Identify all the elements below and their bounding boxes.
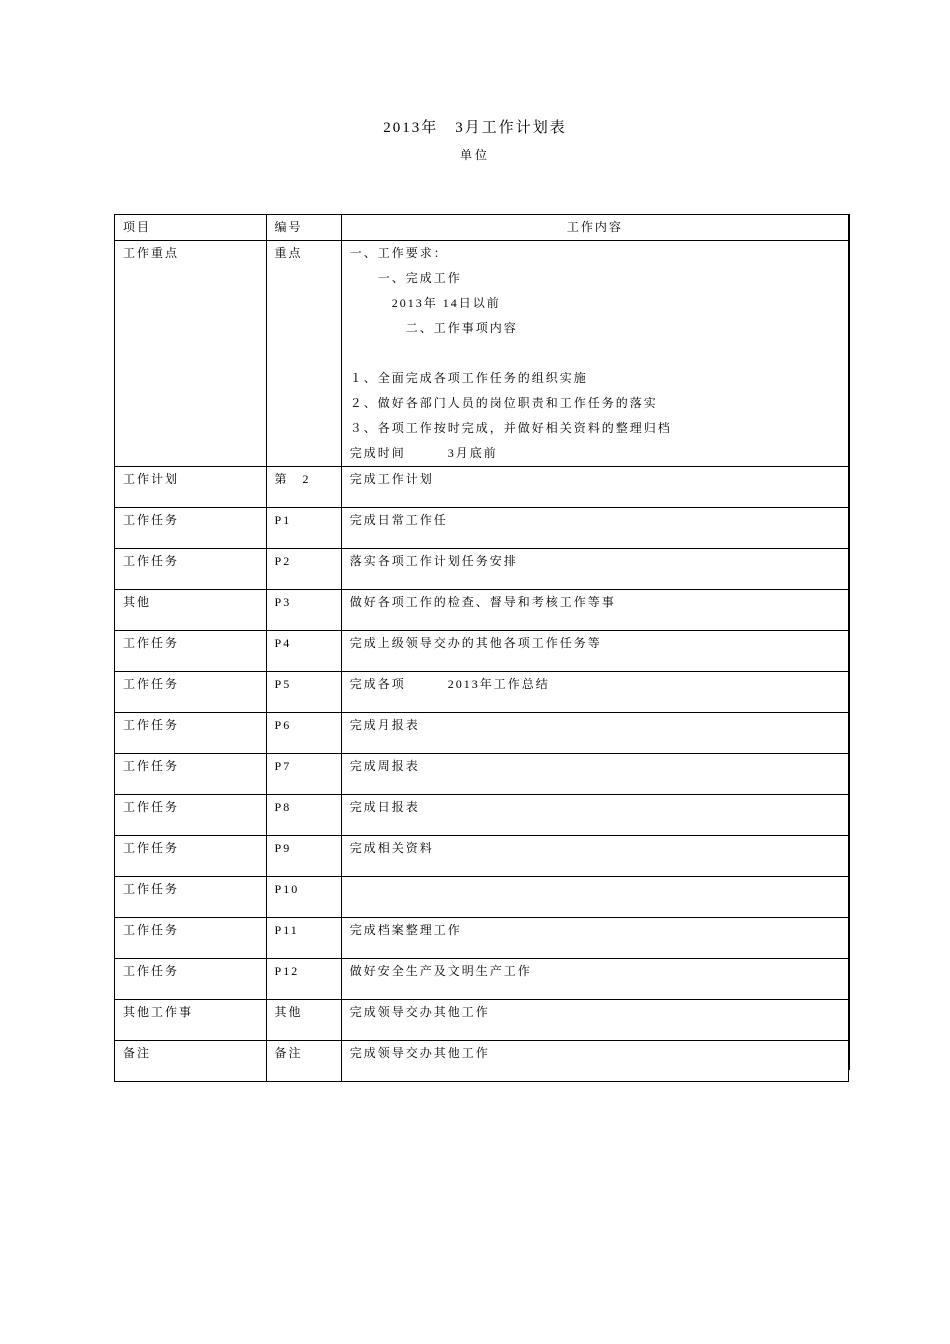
content-line: 完成时间 3月底前 [349, 446, 498, 460]
table-row [115, 918, 849, 959]
work-plan-table [114, 214, 849, 1082]
row-code: P6 [266, 713, 341, 754]
content-line: 一、完成工作 [349, 271, 462, 285]
row-code: 重点 [266, 241, 341, 467]
table-row [115, 1041, 849, 1082]
row-content: 落实各项工作计划任务安排 [341, 549, 848, 590]
table-row [115, 795, 849, 836]
content-line: ２、做好各部门人员的岗位职责和工作任务的落实 [349, 396, 658, 410]
row-content [341, 241, 848, 467]
row-content: 完成月报表 [341, 713, 848, 754]
row-item: 工作计划 [115, 467, 267, 508]
row-item: 工作任务 [115, 508, 267, 549]
content-line: 二、工作事项内容 [349, 321, 518, 335]
row-item: 工作任务 [115, 795, 267, 836]
table-row [115, 590, 849, 631]
row-content: 做好安全生产及文明生产工作 [341, 959, 848, 1000]
row-code: P3 [266, 590, 341, 631]
row-content: 做好各项工作的检查、督导和考核工作等事 [341, 590, 848, 631]
row-code: 第 2 [266, 467, 341, 508]
row-item: 其他工作事 [115, 1000, 267, 1041]
document-title: 2013年 3月工作计划表 [383, 120, 567, 136]
row-content: 完成上级领导交办的其他各项工作任务等 [341, 631, 848, 672]
row-code: P11 [266, 918, 341, 959]
table-right-border [848, 214, 850, 1070]
table-row [115, 241, 849, 467]
table-row [115, 467, 849, 508]
row-item: 备注 [115, 1041, 267, 1082]
document-subtitle: 单位 [459, 148, 490, 162]
row-content: 完成档案整理工作 [341, 918, 848, 959]
table-row [115, 672, 849, 713]
row-content: 完成日报表 [341, 795, 848, 836]
row-code: P12 [266, 959, 341, 1000]
table-row [115, 508, 849, 549]
table-row [115, 631, 849, 672]
row-content: 完成周报表 [341, 754, 848, 795]
row-content: 完成相关资料 [341, 836, 848, 877]
row-content [341, 877, 848, 918]
row-item: 工作任务 [115, 918, 267, 959]
table-row [115, 549, 849, 590]
row-code: P8 [266, 795, 341, 836]
row-content: 完成工作计划 [341, 467, 848, 508]
content-line: 2013年 14日以前 [349, 296, 501, 310]
table-body [115, 467, 849, 1082]
row-item: 工作任务 [115, 672, 267, 713]
row-code: 备注 [266, 1041, 341, 1082]
row-item: 工作任务 [115, 754, 267, 795]
header-content: 工作内容 [341, 215, 848, 241]
row-code: 其他 [266, 1000, 341, 1041]
row-code: P1 [266, 508, 341, 549]
row-item: 工作任务 [115, 549, 267, 590]
row-code: P4 [266, 631, 341, 672]
row-content: 完成日常工作任 [341, 508, 848, 549]
table-row [115, 836, 849, 877]
content-line [350, 341, 840, 366]
header-code: 编号 [266, 215, 341, 241]
header-item: 项目 [115, 215, 267, 241]
row-content: 完成领导交办其他工作 [341, 1041, 848, 1082]
table-row [115, 1000, 849, 1041]
table-row [115, 754, 849, 795]
row-item: 工作任务 [115, 877, 267, 918]
content-line: ３、各项工作按时完成，并做好相关资料的整理归档 [349, 421, 672, 435]
row-item: 工作任务 [115, 631, 267, 672]
row-code: P10 [266, 877, 341, 918]
row-code: P7 [266, 754, 341, 795]
row-code: P2 [266, 549, 341, 590]
row-item: 其他 [115, 590, 267, 631]
row-item: 工作任务 [115, 713, 267, 754]
table-row [115, 877, 849, 918]
row-code: P5 [266, 672, 341, 713]
row-item: 工作任务 [115, 959, 267, 1000]
row-code: P9 [266, 836, 341, 877]
content-line: １、全面完成各项工作任务的组织实施 [349, 371, 588, 385]
row-item: 工作重点 [115, 241, 267, 467]
table-header-row [115, 215, 849, 241]
table-row [115, 713, 849, 754]
row-content: 完成各项 2013年工作总结 [341, 672, 848, 713]
table-row [115, 959, 849, 1000]
content-line: 一、工作要求： [349, 246, 448, 260]
row-item: 工作任务 [115, 836, 267, 877]
row-content: 完成领导交办其他工作 [341, 1000, 848, 1041]
